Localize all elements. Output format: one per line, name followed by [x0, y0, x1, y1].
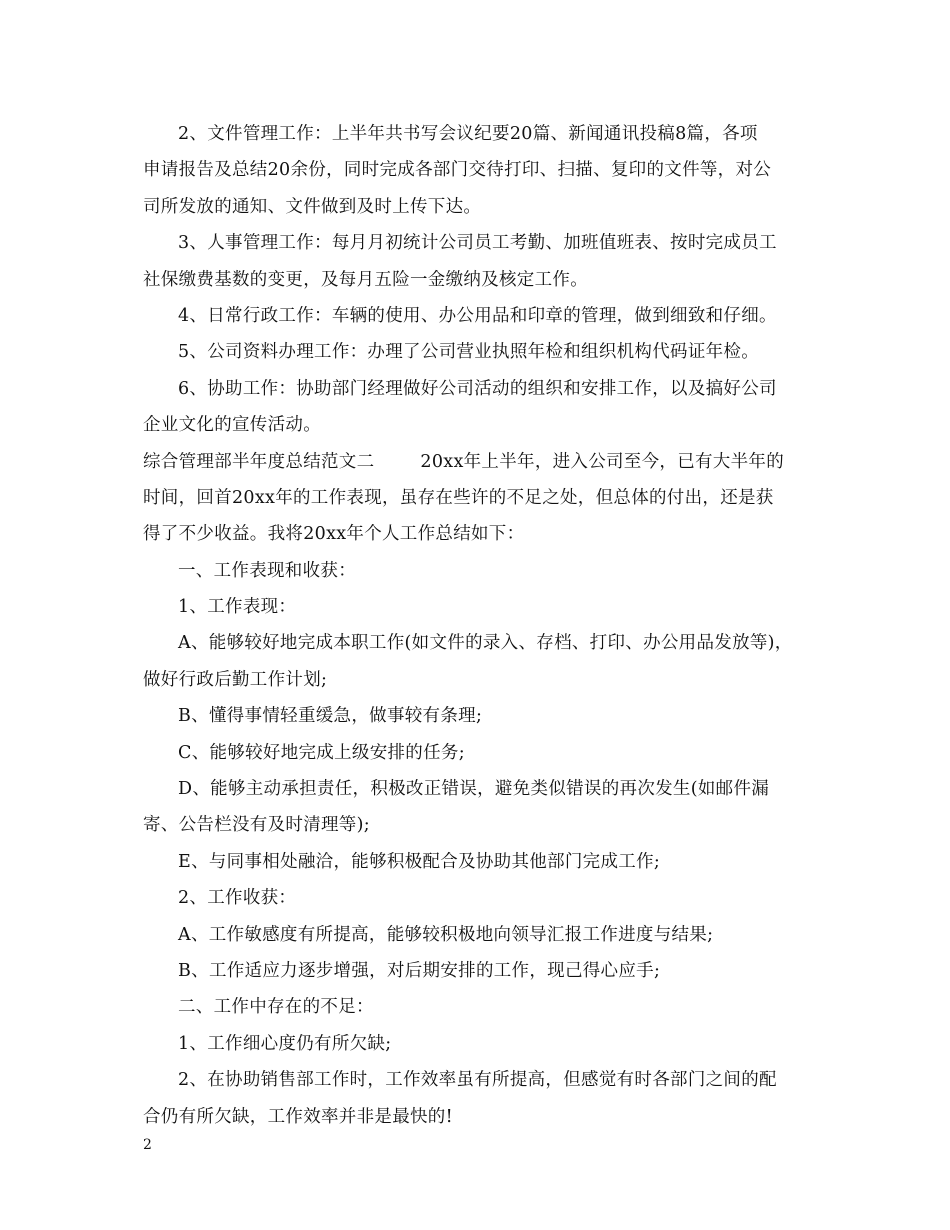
text-line: 2、文件管理工作：上半年共书写会议纪要20篇、新闻通讯投稿8篇，各项 — [178, 124, 758, 144]
text-line: 时间，回首20xx年的工作表现，虽存在些许的不足之处，但总体的付出，还是获 — [143, 487, 774, 508]
section-heading-line — [143, 444, 807, 480]
text-line: 合仍有所欠缺，工作效率并非是最快的! — [143, 1106, 453, 1127]
text-line: 二、工作中存在的不足： — [178, 997, 374, 1018]
text-line: 司所发放的通知、文件做到及时上传下达。 — [143, 196, 482, 217]
text-line: E、与同事相处融洽，能够积极配合及协助其他部门完成工作; — [178, 851, 661, 872]
text-line: 2、工作收获： — [178, 888, 297, 909]
text-line: 做好行政后勤工作计划; — [143, 669, 328, 690]
text-line: 4、日常行政工作：车辆的使用、办公用品和印章的管理，做到细致和仔细。 — [178, 305, 777, 326]
text-line: B、工作适应力逐步增强，对后期安排的工作，现己得心应手; — [178, 960, 661, 981]
text-line: 寄、公告栏没有及时清理等); — [143, 815, 370, 836]
section-heading: 综合管理部半年度总结范文二 — [143, 451, 375, 472]
text-line: 5、公司资料办理工作：办理了公司营业执照年检和组织机构代码证年检。 — [178, 342, 760, 363]
text-line: 一、工作表现和收获： — [178, 560, 356, 581]
text-line: B、懂得事情轻重缓急，做事较有条理; — [178, 706, 483, 727]
text-line: 1、工作细心度仍有所欠缺; — [178, 1033, 392, 1054]
text-line: 20xx年上半年，进入公司至今，已有大半年的 — [420, 451, 785, 472]
text-line: 企业文化的宣传活动。 — [143, 415, 321, 436]
text-line: D、能够主动承担责任，积极改正错误，避免类似错误的再次发生(如邮件漏 — [178, 779, 770, 800]
text-line: 社保缴费基数的变更，及每月五险一金缴纳及核定工作。 — [143, 269, 588, 290]
text-line: A、工作敏感度有所提高，能够较积极地向领导汇报工作进度与结果; — [178, 924, 714, 945]
page-number: 2 — [143, 1137, 152, 1153]
text-line: A、能够较好地完成本职工作(如文件的录入、存档、打印、办公用品发放等)， — [178, 633, 793, 654]
document-body — [143, 116, 807, 1135]
text-line: 6、协助工作：协助部门经理做好公司活动的组织和安排工作，以及搞好公司 — [178, 378, 777, 399]
text-line: 1、工作表现： — [178, 597, 297, 618]
text-line: 3、人事管理工作：每月月初统计公司员工考勤、加班值班表、按时完成员工 — [178, 233, 777, 254]
text-line: 得了不少收益。我将20xx年个人工作总结如下： — [143, 524, 525, 545]
text-line: C、能够较好地完成上级安排的任务; — [178, 742, 465, 763]
text-line: 2、在协助销售部工作时，工作效率虽有所提高，但感觉有时各部门之间的配 — [178, 1070, 777, 1091]
text-line: 申请报告及总结20余份，同时完成各部门交待打印、扫描、复印的文件等，对公 — [143, 160, 772, 181]
